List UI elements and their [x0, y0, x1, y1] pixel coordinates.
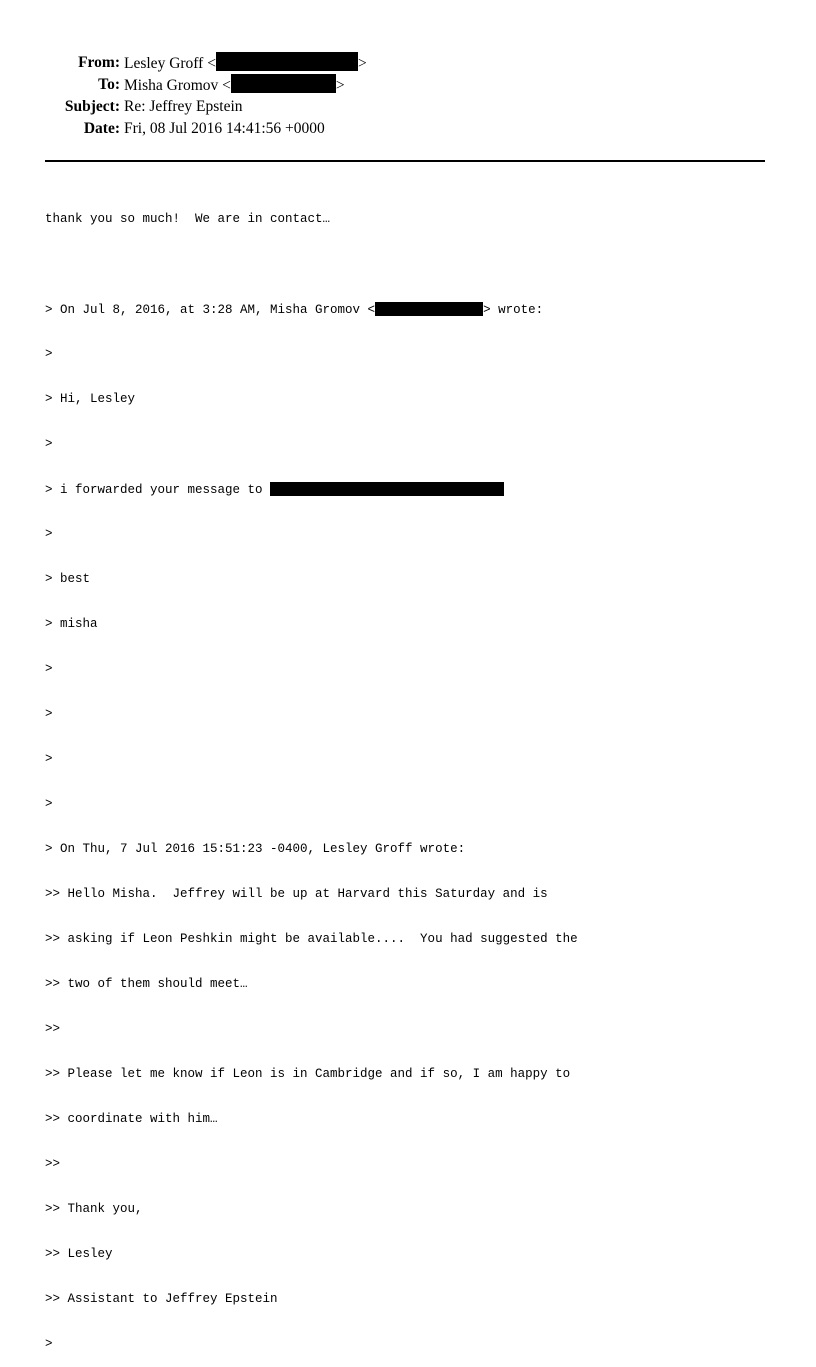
quote-line	[45, 302, 578, 317]
quote-line: >	[45, 437, 53, 451]
quote-line: >	[45, 1337, 53, 1351]
from-label: From:	[78, 54, 120, 71]
to-open-bracket: <	[222, 77, 231, 94]
to-email-redaction	[231, 74, 336, 93]
forwarded-text: > i forwarded your message to	[45, 483, 271, 497]
from-close-bracket: >	[357, 55, 367, 72]
quote-line: >>	[45, 1157, 61, 1171]
from-email-redaction	[216, 52, 358, 71]
quote-line: >	[45, 347, 53, 361]
to-close-bracket: >	[335, 77, 345, 94]
blank-line	[45, 257, 578, 272]
from-name: Lesley Groff	[124, 55, 204, 72]
quote-attribution-prefix: > On Jul 8, 2016, at 3:28 AM, Misha Gromov <	[45, 303, 376, 317]
quote-line: >> Assistant to Jeffrey Epstein	[45, 1292, 278, 1306]
quote-line: >	[45, 662, 53, 676]
email-body	[45, 182, 578, 1367]
reply-line: thank you so much! We are in contact…	[45, 212, 331, 226]
quote-line: >> Please let me know if Leon is in Cambridge and if so, I am happy to	[45, 1067, 571, 1081]
to-value	[124, 74, 345, 97]
quote-line: >> Lesley	[45, 1247, 113, 1261]
quote-line	[45, 482, 578, 497]
quote-line: >	[45, 527, 53, 541]
from-value	[124, 52, 367, 75]
quote-line: >> Thank you,	[45, 1202, 143, 1216]
quote-line: > On Thu, 7 Jul 2016 15:51:23 -0400, Lesley Groff wrote:	[45, 842, 466, 856]
quote-line: >>	[45, 1022, 61, 1036]
header-divider	[45, 160, 765, 162]
subject-value: Re: Jeffrey Epstein	[124, 98, 243, 115]
to-name: Misha Gromov	[124, 77, 219, 94]
quote-line: >> asking if Leon Peshkin might be available.... You had suggested the	[45, 932, 578, 946]
quote-line: > best	[45, 572, 91, 586]
quote-attribution-suffix: > wrote:	[483, 303, 544, 317]
quote-line: >	[45, 707, 53, 721]
date-value: Fri, 08 Jul 2016 14:41:56 +0000	[124, 120, 325, 137]
quote-line: > misha	[45, 617, 98, 631]
from-open-bracket: <	[207, 55, 216, 72]
quote-line: >> two of them should meet…	[45, 977, 248, 991]
subject-label: Subject:	[64, 98, 120, 115]
date-label: Date:	[83, 120, 120, 137]
quote-line: >> Hello Misha. Jeffrey will be up at Harvard this Saturday and is	[45, 887, 548, 901]
forward-recipient-redaction	[270, 482, 504, 496]
quote-line: >	[45, 752, 53, 766]
quoted-email-redaction	[375, 302, 483, 316]
quote-line: >> coordinate with him…	[45, 1112, 218, 1126]
to-label: To:	[98, 76, 120, 93]
quote-line: >	[45, 797, 53, 811]
quote-line: > Hi, Lesley	[45, 392, 136, 406]
